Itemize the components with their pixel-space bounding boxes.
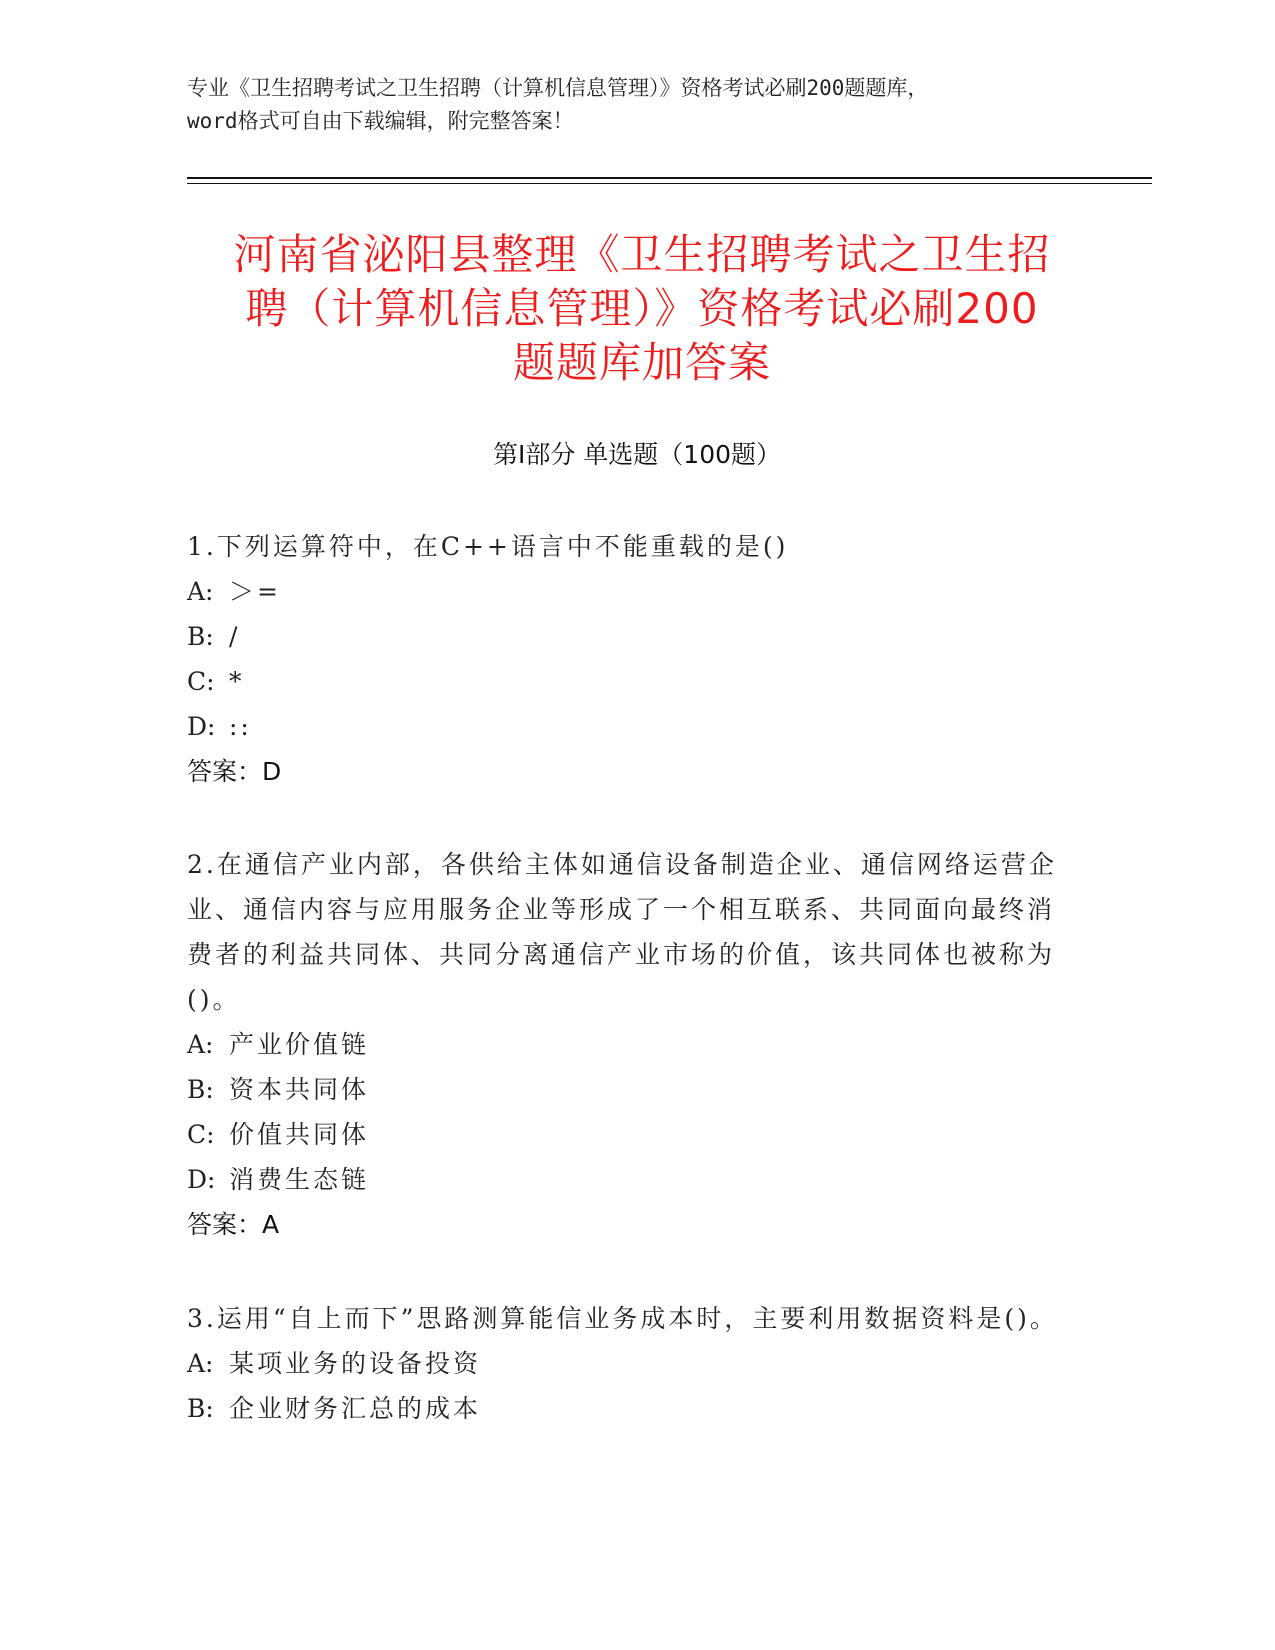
document-title-line-2: 聘（计算机信息管理）》资格考试必刷200 [245,284,1039,333]
option-key: B: [187,622,214,651]
document-title [187,228,1097,390]
option-b [187,1067,1067,1112]
question-text: 1.下列运算符中，在C++语言中不能重载的是() [187,532,789,561]
option-key: A: [187,1030,214,1059]
option-key: C: [187,1120,215,1149]
option-text: * [229,667,245,696]
option-d [187,1157,1067,1202]
question-3 [187,1296,1067,1431]
option-key: D: [187,1165,216,1194]
option-b [187,1386,1067,1431]
option-text: 产业价值链 [229,1030,370,1059]
option-a [187,1341,1067,1386]
question-text: 3.运用“自上而下”思路测算能信业务成本时，主要利用数据资料是()。 [187,1304,1058,1333]
question-text: 2.在通信产业内部，各供给主体如通信设备制造企业、通信网络运营企业、通信内容与应用服务企业等形成了一个相互联系、共同面向最终消费者的利益共同体、共同分离通信产业市场的价值，该共同体也被称为()。 [187,850,1057,1014]
option-key: A: [187,1349,214,1378]
option-key: D: [187,712,216,741]
option-b [187,614,1067,659]
header-note-line-1: 专业《卫生招聘考试之卫生招聘（计算机信息管理）》资格考试必刷200题题库， [187,76,929,100]
document-title-line-3: 题题库加答案 [512,338,771,387]
option-text: 消费生态链 [229,1165,370,1194]
option-a [187,569,1067,614]
header-divider-thin [187,183,1152,184]
option-key: A: [187,577,214,606]
header-note-line-2: word格式可自由下载编辑，附完整答案！ [187,109,574,133]
option-text: 价值共同体 [229,1120,370,1149]
document-title-line-1: 河南省泌阳县整理《卫生招聘考试之卫生招 [233,230,1051,279]
option-text: 某项业务的设备投资 [229,1349,482,1378]
header-divider-thick [187,177,1152,179]
option-d [187,704,1067,749]
answer: 答案：D [187,757,282,786]
question-2 [187,842,1067,1247]
option-text: / [229,622,241,651]
option-a [187,1022,1067,1067]
question-1 [187,524,1067,794]
option-text: ＞= [229,577,281,606]
header-note [187,72,1087,138]
option-text: :: [229,712,252,741]
option-key: B: [187,1075,214,1104]
option-text: 企业财务汇总的成本 [229,1394,482,1423]
option-key: B: [187,1394,214,1423]
option-c [187,659,1067,704]
option-c [187,1112,1067,1157]
option-text: 资本共同体 [229,1075,370,1104]
option-key: C: [187,667,215,696]
section-heading: 第Ⅰ部分 单选题（100题） [492,440,782,469]
answer: 答案：A [187,1210,280,1239]
